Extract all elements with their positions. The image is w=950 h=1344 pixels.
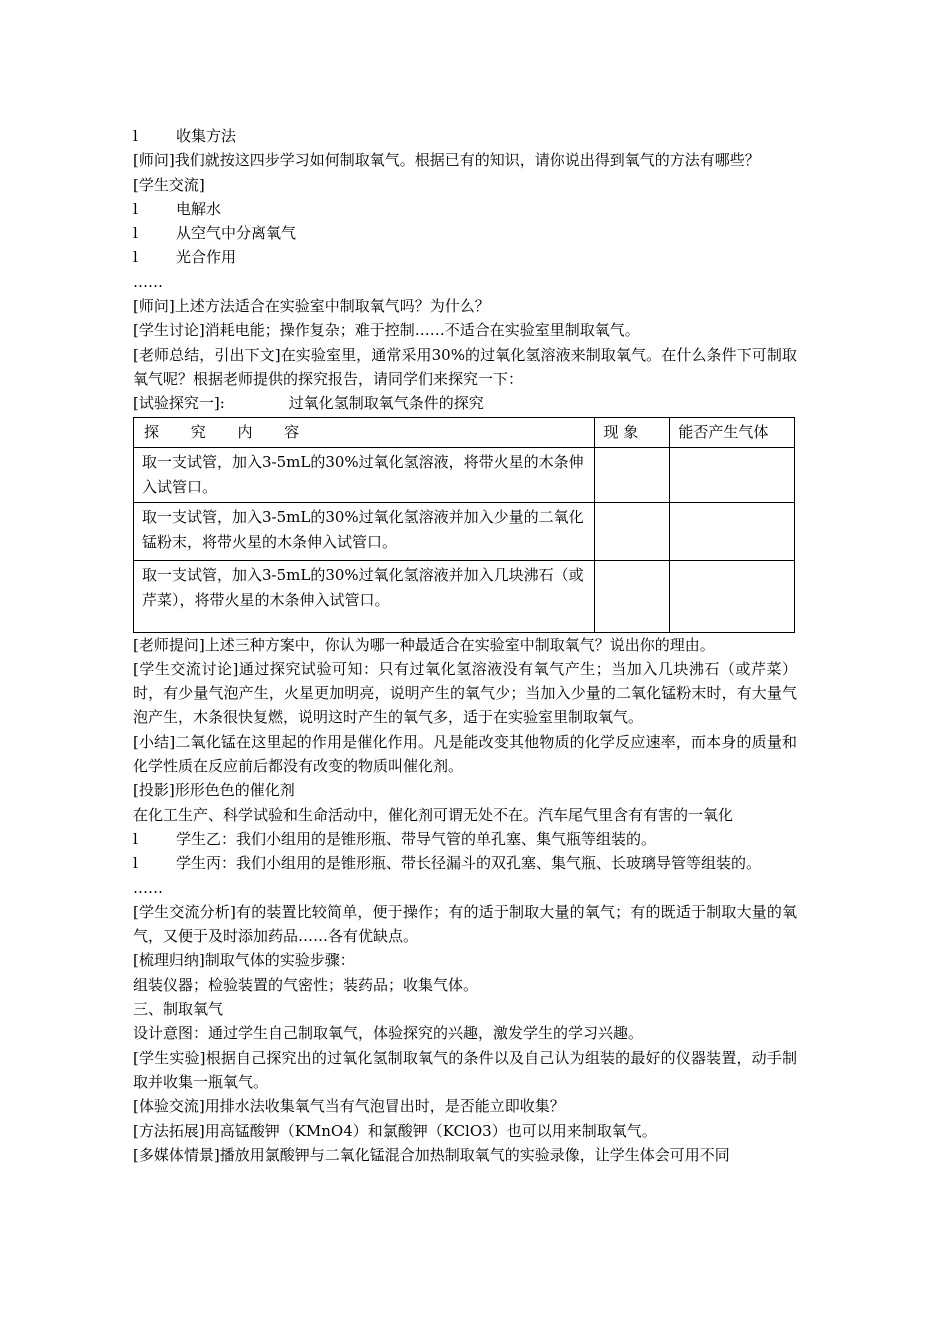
student-exchange-label: [学生交流] <box>133 175 205 194</box>
method-text: 光合作用 <box>176 248 237 267</box>
table-header-row <box>134 417 795 447</box>
student-text: 学生乙：我们小组用的是锥形瓶、带导气管的单孔塞、集气瓶等组装的。 <box>176 829 657 848</box>
method-text: 从空气中分离氧气 <box>176 224 297 243</box>
student-discussion: [学生讨论]消耗电能；操作复杂；难于控制……不适合在实验室里制取氧气。 <box>133 321 640 340</box>
experience-exchange: [体验交流]用排水法收集氧气当有气泡冒出时，是否能立即收集？ <box>133 1097 565 1116</box>
section-heading: 三、制取氧气 <box>133 1000 224 1019</box>
method-item <box>133 221 797 245</box>
table-row <box>134 502 795 560</box>
cell-content: 取一支试管，加入3-5mL的30%过氧化氢溶液并加入几块沸石（或芹菜），将带火星的木条伸入试管口。 <box>134 560 595 632</box>
student-text: 学生丙：我们小组用的是锥形瓶、带长径漏斗的双孔塞、集气瓶、长玻璃导管等组装的。 <box>176 854 762 873</box>
ellipsis: …… <box>133 272 163 291</box>
bullet-collect-method <box>133 124 797 148</box>
bullet-mark: l <box>133 829 138 848</box>
header-gas: 能否产生气体 <box>670 417 795 447</box>
projection: [投影]形形色色的催化剂 <box>133 781 295 800</box>
experiment-title: 过氧化氢制取氧气条件的探究 <box>288 394 484 413</box>
table-row <box>134 560 795 632</box>
header-phenomenon: 现 象 <box>595 417 670 447</box>
cell-content: 取一支试管，加入3-5mL的30%过氧化氢溶液，将带火星的木条伸入试管口。 <box>134 447 595 502</box>
design-intent: 设计意图：通过学生自己制取氧气，体验探究的兴趣，激发学生的学习兴趣。 <box>133 1024 644 1043</box>
document-page <box>133 124 797 1167</box>
cell-gas <box>670 502 795 560</box>
teacher-summary: [老师总结，引出下文]在实验室里，通常采用30%的过氧化氢溶液来制取氧气。在什么条件下可制取氧气呢？根据老师提供的探究报告，请同学们来探究一下： <box>133 345 797 388</box>
bullet-mark: l <box>133 224 138 243</box>
method-item <box>133 245 797 269</box>
summary: [小结]二氧化锰在这里起的作用是催化作用。凡是能改变其他物质的化学反应速率，而本身的质量和化学性质在反应前后都没有改变的物质叫催化剂。 <box>133 732 797 776</box>
cell-phenomenon <box>595 560 670 632</box>
method-extension: [方法拓展]用高锰酸钾（KMnO4）和氯酸钾（KClO3）也可以用来制取氧气。 <box>133 1121 657 1140</box>
student-experiment: [学生实验]根据自己探究出的过氧化氢制取氧气的条件以及自己认为组装的最好的仪器装置，动手制取并收集一瓶氧气。 <box>133 1048 797 1091</box>
table-row <box>134 447 795 502</box>
bullet-mark: l <box>133 854 138 873</box>
cell-content: 取一支试管，加入3-5mL的30%过氧化氢溶液并加入少量的二氧化锰粉末，将带火星的木条伸入试管口。 <box>134 502 595 560</box>
cell-phenomenon <box>595 447 670 502</box>
catalyst-text: 在化工生产、科学试验和生命活动中，催化剂可谓无处不在。汽车尾气里含有有害的一氧化 <box>133 805 734 824</box>
student-item <box>133 827 797 851</box>
method-item <box>133 197 797 221</box>
cell-phenomenon <box>595 502 670 560</box>
cell-gas <box>670 447 795 502</box>
bullet-mark: l <box>133 248 138 267</box>
ellipsis-2: …… <box>133 878 163 897</box>
method-text: 电解水 <box>176 199 222 218</box>
student-discussion-2: [学生交流讨论]通过探究试验可知：只有过氧化氢溶液没有氧气产生；当加入几块沸石（或芹菜）时，有少量气泡产生，火星更加明亮，说明产生的氧气少；当加入少量的二氧化锰粉末时，有大量气泡产生，木条很快复燃，说明这时产生的氧气多，适于在实验室里制取氧气。 <box>133 659 797 727</box>
experiment-table <box>133 417 795 633</box>
cell-gas <box>670 560 795 632</box>
teacher-question-1: [师问]我们就按这四步学习如何制取氧气。根据已有的知识，请你说出得到氧气的方法有哪些？ <box>133 151 760 170</box>
header-content: 探 究 内 容 <box>134 417 595 447</box>
experiment-heading <box>133 391 797 415</box>
bullet-mark: l <box>133 127 138 145</box>
student-item <box>133 851 797 875</box>
student-analysis: [学生交流分析]有的装置比较简单，便于操作；有的适于制取大量的氧气；有的既适于制取大量的氧气，又便于及时添加药品……各有优缺点。 <box>133 902 797 946</box>
teacher-question-2: [师问]上述方法适合在实验室中制取氧气吗？为什么？ <box>133 297 490 316</box>
teacher-question-3: [老师提问]上述三种方案中，你认为哪一种最适合在实验室中制取氧气？说出你的理由。 <box>133 635 715 654</box>
conclusion-label: [梳理归纳]制取气体的实验步骤： <box>133 951 355 970</box>
multimedia-scene: [多媒体情景]播放用氯酸钾与二氧化锰混合加热制取氧气的实验录像，让学生体会可用不同 <box>133 1145 730 1164</box>
experiment-label: [试验探究一]: <box>133 394 225 413</box>
bullet-mark: l <box>133 199 138 218</box>
bullet-text: 收集方法 <box>176 127 237 145</box>
conclusion-steps: 组装仪器；检验装置的气密性；装药品；收集气体。 <box>133 975 479 994</box>
